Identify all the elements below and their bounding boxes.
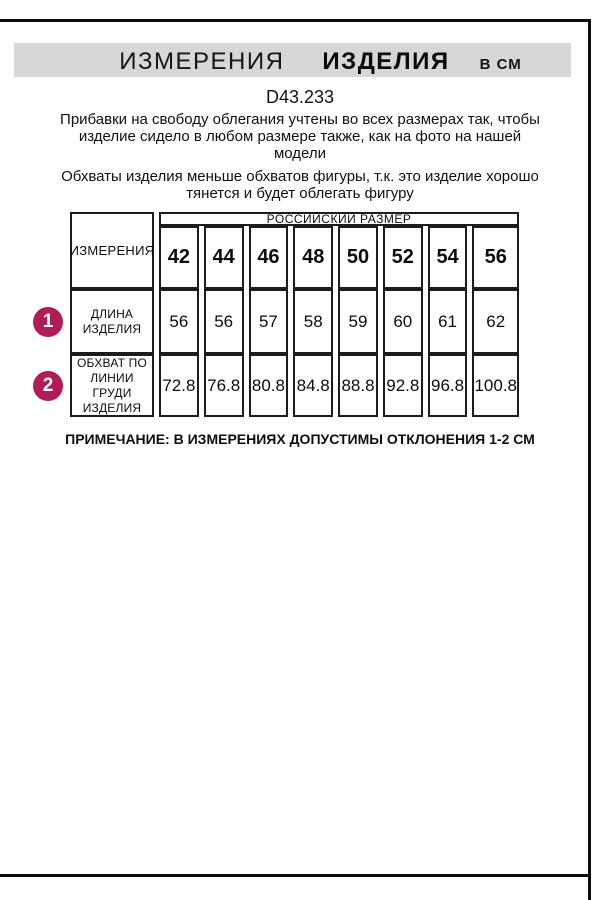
- intro-p1-line1: Прибавки на свободу облегания учтены во всех размерах так, чтобы: [60, 111, 540, 128]
- row-label-length: ДЛИНА ИЗДЕЛИЯ: [70, 289, 154, 354]
- size-table: [70, 212, 519, 417]
- title-word-product: ИЗДЕЛИЯ: [322, 48, 450, 75]
- intro-paragraph-2: [30, 168, 570, 202]
- row-number-badge-1: 1: [33, 307, 63, 337]
- title-bar: [14, 43, 571, 77]
- intro-p1-line3: модели: [273, 145, 327, 162]
- size-col-header: 44: [204, 226, 244, 289]
- chest-value: 76.8: [204, 354, 244, 417]
- size-col-header: 54: [428, 226, 468, 289]
- chest-value: 100.8: [472, 354, 519, 417]
- size-col-header: 48: [293, 226, 333, 289]
- chest-value: 96.8: [428, 354, 468, 417]
- chest-value: 80.8: [249, 354, 289, 417]
- length-value: 56: [204, 289, 244, 354]
- product-code: D43.233: [265, 87, 335, 107]
- length-value: 59: [338, 289, 378, 354]
- tolerance-note: ПРИМЕЧАНИЕ: В ИЗМЕРЕНИЯХ ДОПУСТИМЫ ОТКЛОНЕНИЯ 1-2 СМ: [65, 431, 535, 447]
- chest-value: 88.8: [338, 354, 378, 417]
- size-col-header: 56: [472, 226, 519, 289]
- page-frame-bottom-line: [0, 874, 591, 877]
- length-value: 56: [159, 289, 199, 354]
- length-value: 57: [249, 289, 289, 354]
- length-value: 58: [293, 289, 333, 354]
- table-size-group-header: РОССИЙСКИЙ РАЗМЕР: [159, 212, 519, 226]
- intro-paragraph-1: [30, 111, 570, 162]
- length-value: 60: [383, 289, 423, 354]
- length-value: 61: [428, 289, 468, 354]
- intro-text: [30, 111, 570, 202]
- intro-p2-line1: Обхваты изделия меньше обхватов фигуры, т.к. это изделие хорошо: [61, 168, 539, 185]
- row-label-chest: ОБХВАТ ПО ЛИНИИ ГРУДИ ИЗДЕЛИЯ: [70, 354, 154, 417]
- table-corner-header: ИЗМЕРЕНИЯ: [70, 212, 154, 289]
- size-col-header: 50: [338, 226, 378, 289]
- size-col-header: 46: [249, 226, 289, 289]
- row-number-badge-2: 2: [33, 371, 63, 401]
- length-value: 62: [472, 289, 519, 354]
- title-unit-cm: В СМ: [479, 56, 522, 73]
- intro-p2-line2: тянется и будет облегать фигуру: [186, 185, 414, 202]
- chest-value: 92.8: [383, 354, 423, 417]
- chest-value: 84.8: [293, 354, 333, 417]
- page-frame-top-line: [0, 19, 591, 22]
- chest-value: 72.8: [159, 354, 199, 417]
- size-col-header: 42: [159, 226, 199, 289]
- title-word-measurements: ИЗМЕРЕНИЯ: [119, 48, 285, 75]
- size-col-header: 52: [383, 226, 423, 289]
- page-frame-right-line: [588, 19, 591, 900]
- intro-p1-line2: изделие сидело в любом размере также, как на фото на нашей: [78, 128, 522, 145]
